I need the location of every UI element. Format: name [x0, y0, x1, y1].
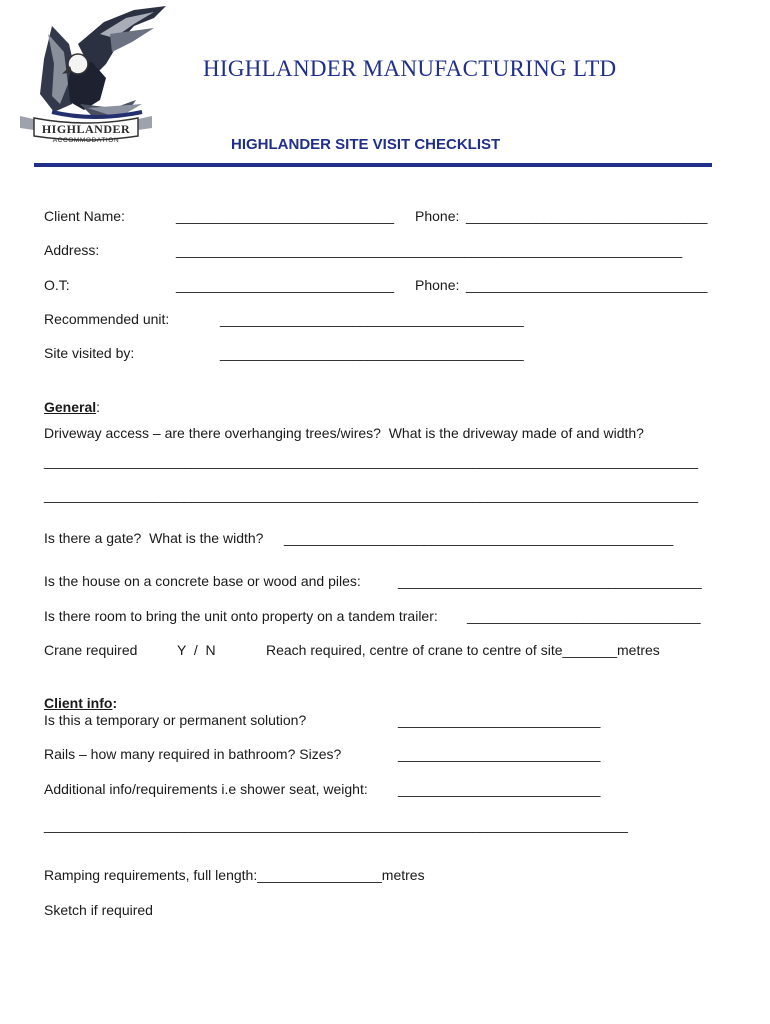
driveway-answer-line-2[interactable]: ____________________________________________________________________________________	[44, 487, 699, 503]
crane-yes-no-options[interactable]: Y / N	[177, 642, 216, 658]
page-title: HIGHLANDER SITE VISIT CHECKLIST	[231, 136, 501, 153]
site-visited-by-label: Site visited by:	[44, 345, 135, 361]
additional-info-question: Additional info/requirements i.e shower seat, weight:	[44, 781, 368, 797]
temporary-answer-field[interactable]: __________________________	[398, 712, 601, 728]
client-phone-field[interactable]: _______________________________	[466, 208, 708, 224]
client-info-heading	[44, 695, 117, 711]
additional-info-answer-line[interactable]: ___________________________________________________________________________	[44, 817, 628, 833]
client-name-field[interactable]: ____________________________	[176, 208, 395, 224]
tandem-trailer-question: Is there room to bring the unit onto property on a tandem trailer:	[44, 608, 438, 624]
rails-question: Rails – how many required in bathroom? Sizes?	[44, 746, 342, 762]
client-info-heading-colon: :	[112, 695, 118, 711]
logo-wordmark: HIGHLANDER	[41, 122, 131, 136]
crane-required-label: Crane required	[44, 642, 138, 658]
general-heading	[44, 399, 100, 415]
address-field[interactable]: _________________________________________________________________	[176, 242, 683, 258]
ot-label: O.T:	[44, 277, 70, 293]
logo-subtext: ACCOMMODATION	[52, 137, 120, 144]
additional-info-answer-field[interactable]: __________________________	[398, 781, 601, 797]
driveway-question: Driveway access – are there overhanging trees/wires? What is the driveway made of and width?	[44, 425, 644, 441]
ot-phone-field[interactable]: _______________________________	[466, 277, 708, 293]
ot-phone-label: Phone:	[415, 277, 460, 293]
tandem-trailer-answer-field[interactable]: ______________________________	[467, 608, 701, 624]
address-label: Address:	[44, 242, 100, 258]
title-divider	[34, 163, 712, 167]
client-name-label: Client Name:	[44, 208, 125, 224]
client-info-heading-text: Client info	[44, 695, 113, 711]
base-answer-field[interactable]: _______________________________________	[398, 573, 702, 589]
general-heading-colon: :	[96, 399, 101, 415]
ot-field[interactable]: ____________________________	[176, 277, 395, 293]
recommended-unit-field[interactable]: _______________________________________	[220, 311, 524, 327]
company-name: HIGHLANDER MANUFACTURING LTD	[203, 56, 617, 81]
recommended-unit-label: Recommended unit:	[44, 311, 170, 327]
ramping-question[interactable]: Ramping requirements, full length:________________metres	[44, 867, 425, 883]
base-question: Is the house on a concrete base or wood and piles:	[44, 573, 361, 589]
gate-question: Is there a gate? What is the width?	[44, 530, 264, 546]
sketch-label: Sketch if required	[44, 902, 153, 918]
site-visited-by-field[interactable]: _______________________________________	[220, 345, 524, 361]
rails-answer-field[interactable]: __________________________	[398, 746, 601, 762]
gate-answer-field[interactable]: __________________________________________________	[284, 530, 674, 546]
driveway-answer-line-1[interactable]: ____________________________________________________________________________________	[44, 453, 699, 469]
temporary-question: Is this a temporary or permanent solution?	[44, 712, 307, 728]
company-logo	[14, 4, 170, 150]
general-heading-text: General	[44, 399, 97, 415]
client-phone-label: Phone:	[415, 208, 460, 224]
crane-reach-question: Reach required, centre of crane to centre of site_______metres	[266, 642, 660, 658]
